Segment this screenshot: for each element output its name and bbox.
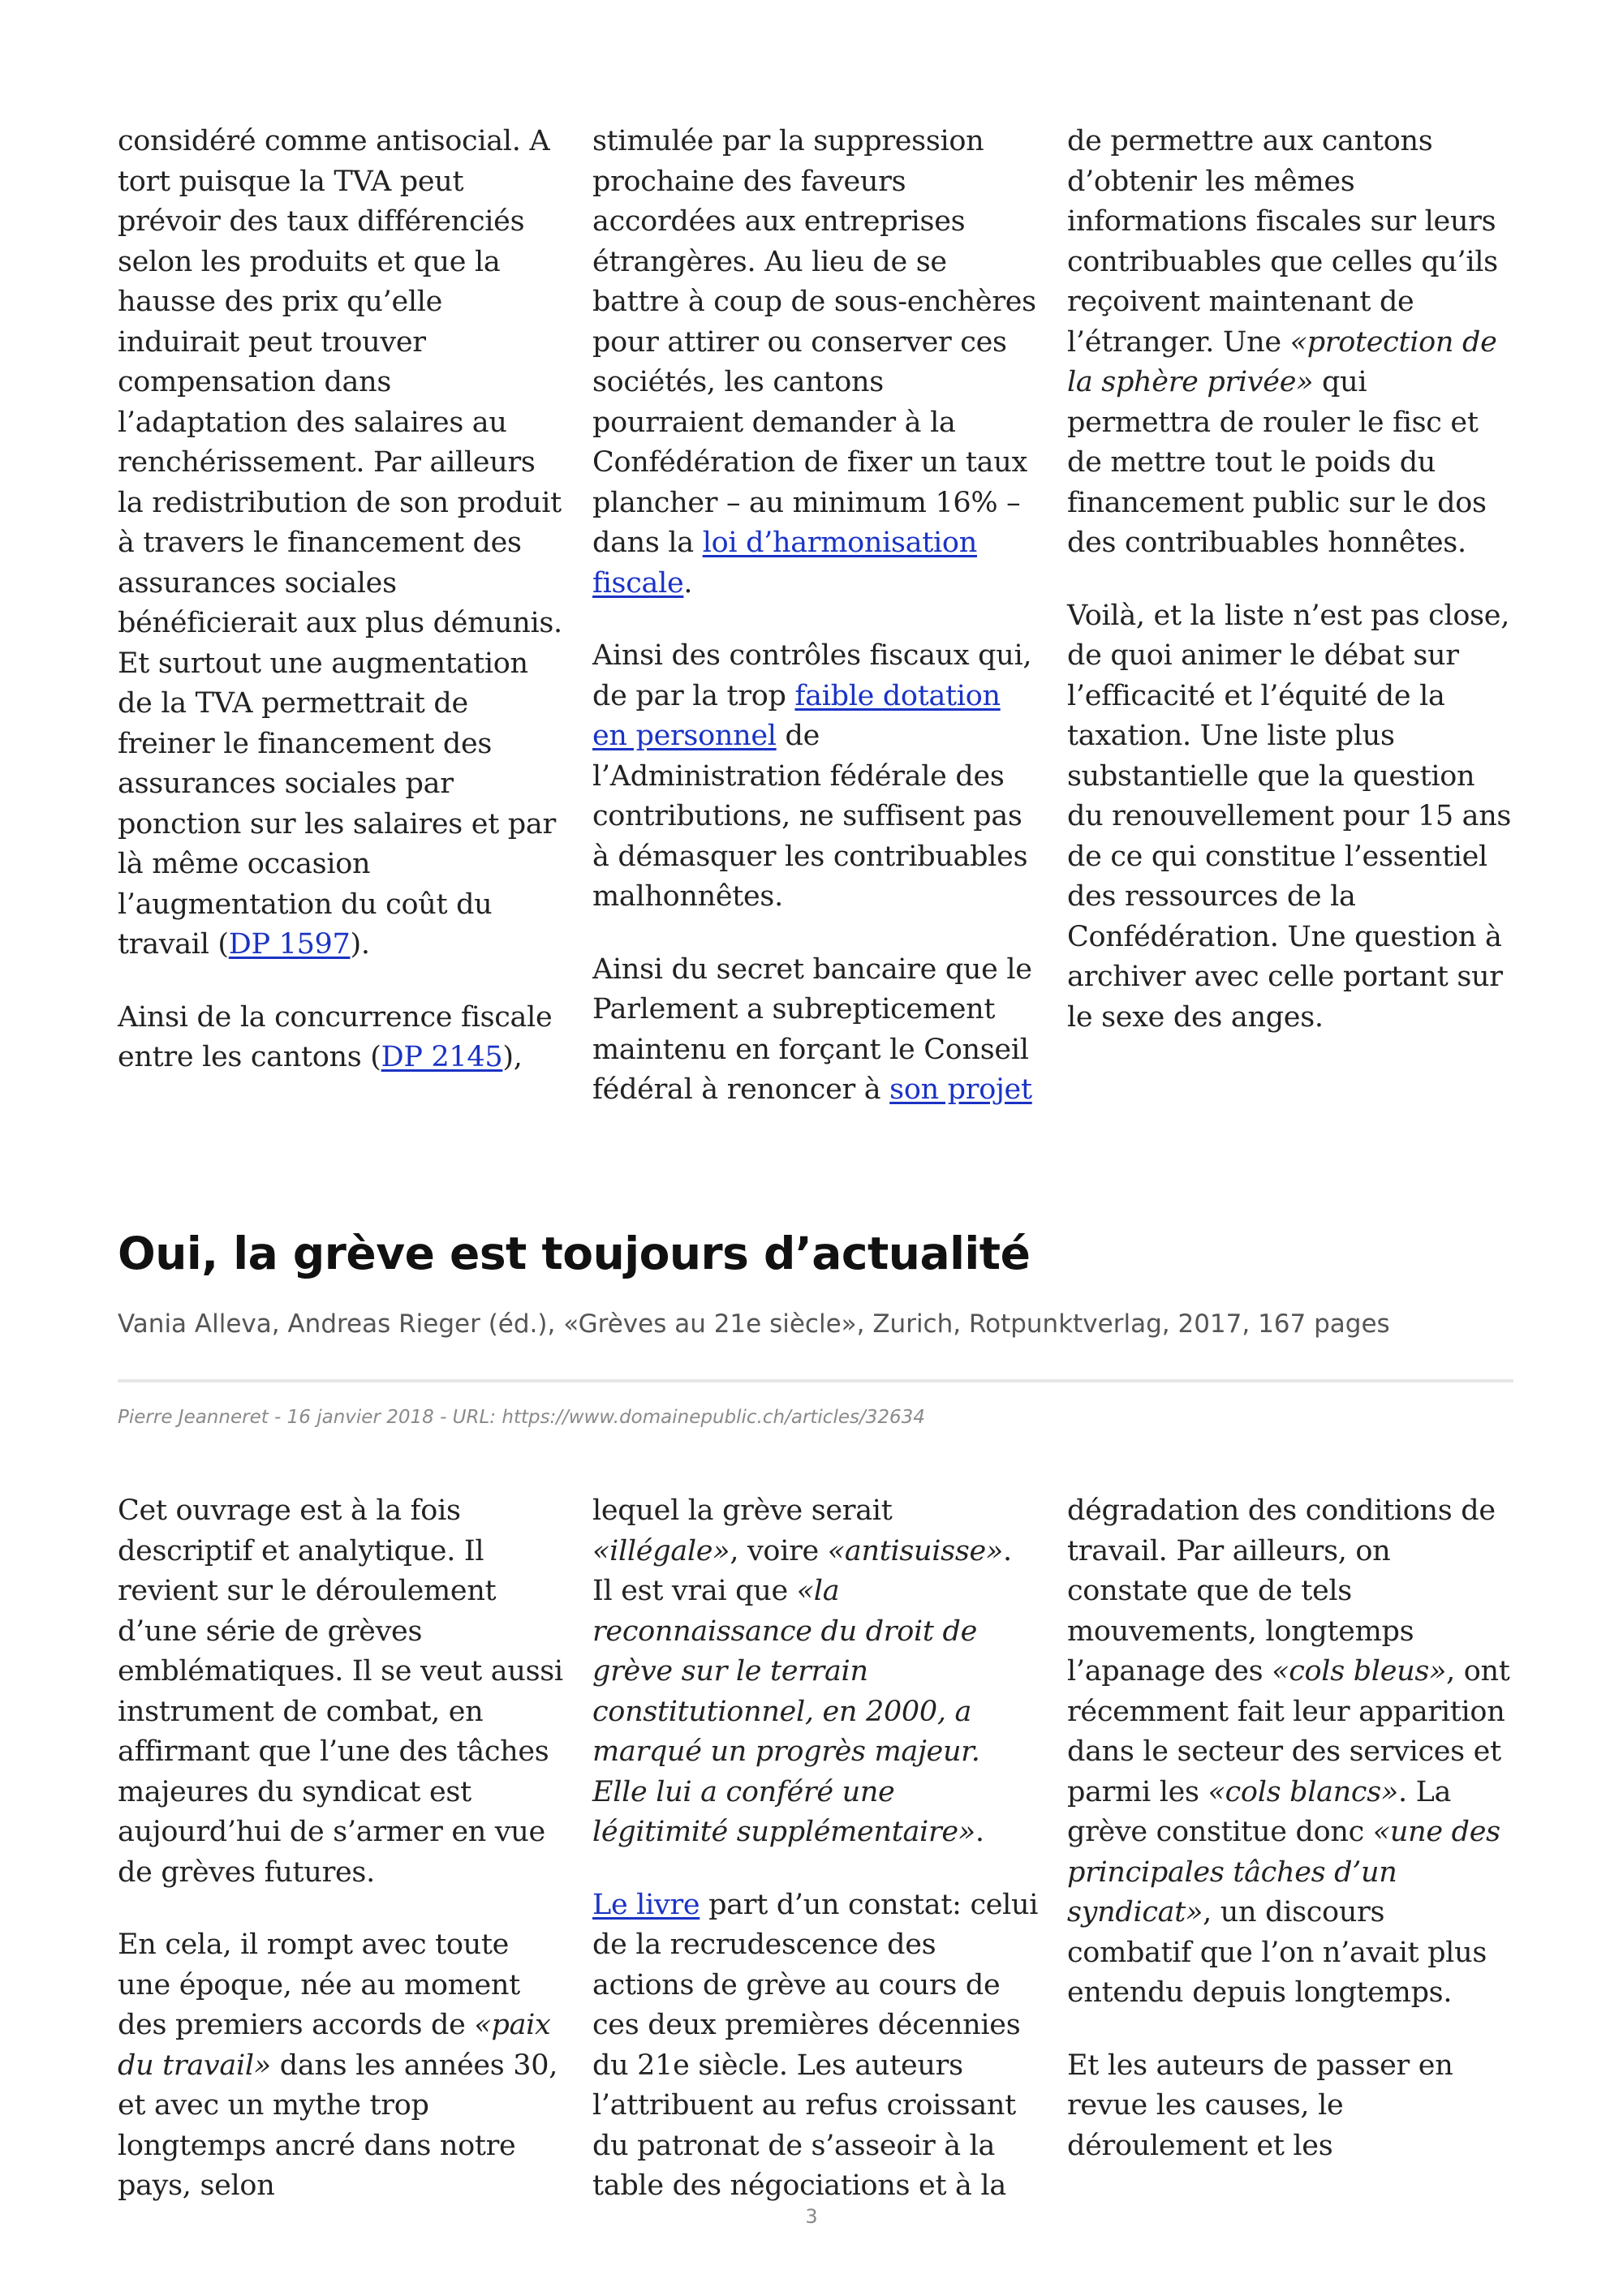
paragraph: Le livre part d’un constat: celui de la recrudescence des actions de grève au cours de ces deux premières décennies du 21e siècle. Les auteurs l’attribuent au refus croissant du patronat de s’asseoir à la table des négociations et à la [592,1888,1039,2202]
article-column-1 [118,1491,564,2207]
paragraph: considéré comme antisocial. A tort puisque la TVA peut prévoir des taux différenciés selon les produits et que la hausse des prix qu’elle induirait peut trouver compensation dans l’adaptation des salaires au renchérissement. Par ailleurs la redistribution de son produit à travers le financement des assurances sociales bénéficierait aux plus démunis. Et surtout une augmentation de la TVA permettrait de freiner le financement des assurances sociales par ponction sur les salaires et par là même occasion l’augmentation du coût du travail (DP 1597). [118,125,562,961]
paragraph: Voilà, et la liste n’est pas close, de quoi animer le débat sur l’efficacité et l’équité de la taxation. Une liste plus substantielle que la question du renouvellement pour 15 ans de ce qui constitue l’essentiel des ressources de la Confédération. Une question à archiver avec celle portant sur le sexe des anges. [1067,599,1512,1034]
article-column-2 [592,1491,1039,2207]
link-loi-harmonisation-fiscale[interactable]: loi d’harmonisation fiscale [592,527,977,600]
paragraph: Ainsi du secret bancaire que le Parlement a subrepticement maintenu en forçant le Conseil fédéral à renoncer à son projet [592,952,1032,1106]
link-faible-dotation[interactable]: faible dotation en personnel [592,679,1001,752]
link-le-livre[interactable]: Le livre [592,1888,700,1921]
page-number: 3 [805,2205,818,2228]
paragraph: En cela, il rompt avec toute une époque, née au moment des premiers accords de «paix du travail» dans les années 30, et avec un mythe trop longtemps ancré dans notre pays, selon [118,1928,558,2202]
previous-article-column-2 [592,122,1039,1111]
article-columns [118,1491,1513,2207]
paragraph: de permettre aux cantons d’obtenir les mêmes informations fiscales sur leurs contribuables que celles qu’ils reçoivent maintenant de l’étranger. Une «protection de la sphère privée» qui permettra de rouler le fisc et de mettre tout le poids du financement public sur le dos des contribuables honnêtes. [1067,125,1498,559]
article-column-3 [1067,1491,1513,2207]
paragraph: lequel la grève serait «illégale», voire «antisuisse». Il est vrai que «la reconnaissance du droit de grève sur le terrain constitutionnel, en 2000, a marqué un progrès majeur. Elle lui a conféré une légitimité supplémentaire». [592,1494,1012,1848]
paragraph: Ainsi des contrôles fiscaux qui, de par la trop faible dotation en personnel de l’Administration fédérale des contributions, ne suffisent pas à démasquer les contribuables malhonnêtes. [592,639,1032,913]
previous-article-column-1 [118,122,564,1111]
paragraph: dégradation des conditions de travail. Par ailleurs, on constate que de tels mouvements, longtemps l’apanage des «cols bleus», ont récemment fait leur apparition dans le secteur des services et parmi les «cols blancs». La grève constitue donc «une des principales tâches d’un syndicat», un discours combatif que l’on n’avait plus entendu depuis longtemps. [1067,1494,1510,2009]
link-son-projet[interactable]: son projet [889,1073,1032,1106]
previous-article-columns [118,122,1513,1111]
paragraph: Et les auteurs de passer en revue les causes, le déroulement et les [1067,2049,1453,2162]
previous-article-column-3 [1067,122,1513,1111]
article-subtitle: Vania Alleva, Andreas Rieger (éd.), «Grèves au 21e siècle», Zurich, Rotpunktverlag, 2017, 167 pages [118,1309,1390,1339]
paragraph: Cet ouvrage est à la fois descriptif et analytique. Il revient sur le déroulement d’une série de grèves emblématiques. Il se veut aussi instrument de combat, en affirmant que l’une des tâches majeures du syndicat est aujourd’hui de s’armer en vue de grèves futures. [118,1494,563,1889]
divider [118,1379,1513,1382]
paragraph: Ainsi de la concurrence fiscale entre les cantons (DP 2145), [118,1000,553,1073]
link-dp-2145[interactable]: DP 2145 [381,1041,503,1073]
article-meta: Pierre Jeanneret - 16 janvier 2018 - URL: https://www.domainepublic.ch/articles/32634 [118,1407,925,1428]
paragraph: stimulée par la suppression prochaine des faveurs accordées aux entreprises étrangères. Au lieu de se battre à coup de sous-enchères pour attirer ou conserver ces sociétés, les cantons pourraient demander à la Confédération de fixer un taux plancher – au minimum 16% – dans la loi d’harmonisation fiscale. [592,125,1036,600]
article-title: Oui, la grève est toujours d’actualité [118,1228,1031,1279]
link-dp-1597[interactable]: DP 1597 [228,928,351,961]
